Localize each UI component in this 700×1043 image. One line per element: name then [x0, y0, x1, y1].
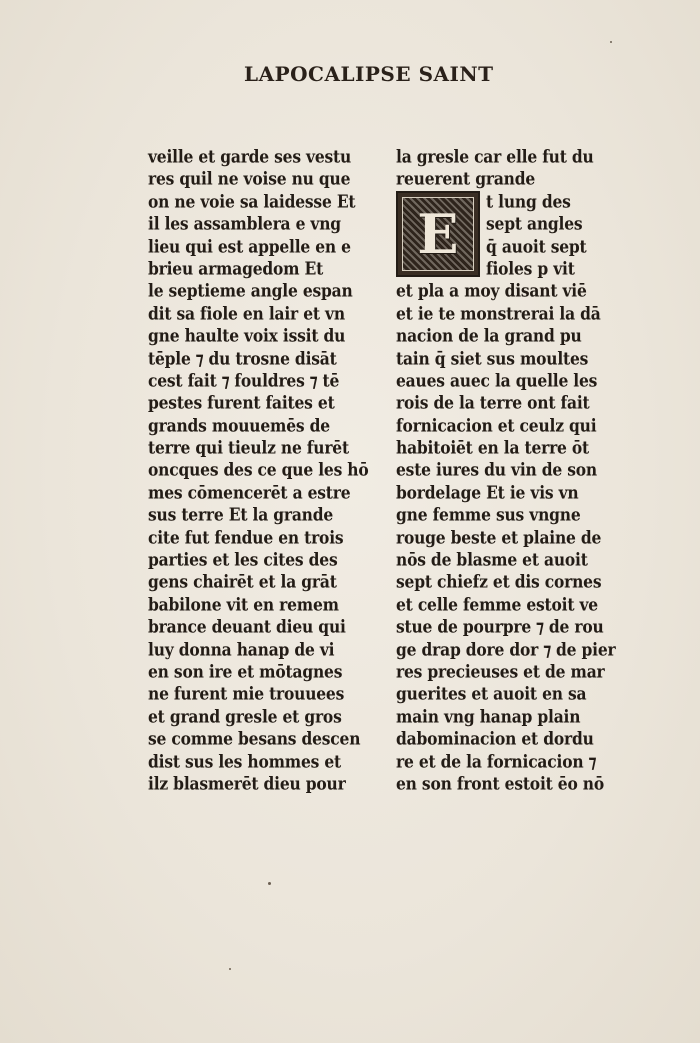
text-line: gne femme sus vngne [396, 504, 581, 526]
text-line: brieu armagedom Et [148, 257, 324, 280]
text-line: fornicacion et ceulz qui [396, 414, 597, 436]
initial-letter: E [417, 201, 459, 266]
text-line: res quil ne voise nu que [148, 168, 351, 190]
text-line: main vng hanap plain [396, 705, 581, 727]
text-line: se comme besans descen [148, 727, 361, 750]
text-line: res precieuses et de mar [396, 660, 605, 683]
text-line: re et de la fornicacion ⁊ [396, 750, 597, 772]
text-line: grands mouuemēs de [148, 414, 330, 436]
text-line: brance deuant dieu qui [148, 615, 346, 638]
text-line: pestes furent faites et [148, 392, 335, 414]
text-line: stue de pourpre ⁊ de rou [396, 615, 604, 638]
text-line: nōs de blasme et auoit [396, 548, 588, 571]
text-line: tēple ⁊ du trosne disāt [148, 347, 337, 369]
text-line: dist sus les hommes et [148, 750, 342, 772]
text-line: q̄ auoit sept [486, 235, 587, 257]
paper-speck [229, 968, 231, 970]
text-line: fioles p vit [486, 257, 575, 280]
text-line: cest fait ⁊ fouldres ⁊ tē [148, 369, 340, 391]
text-line: sus terre Et la grande [148, 504, 334, 526]
text-line: guerites et auoit en sa [396, 683, 587, 705]
text-line: luy donna hanap de vi [148, 638, 335, 660]
paper-speck [268, 882, 271, 885]
text-line: rois de la terre ont fait [396, 392, 590, 414]
text-line: reuerent grande [396, 168, 536, 190]
right-column [396, 146, 621, 795]
text-line: dit sa fiole en lair et vn [148, 302, 345, 324]
text-line: il les assamblera e vng [148, 212, 341, 235]
text-line: ilz blasmerēt dieu pour [148, 772, 346, 794]
text-line: tain q̄ siet sus moultes [396, 347, 589, 369]
text-line: eaues auec la quelle les [396, 369, 598, 391]
text-line: et ie te monstrerai la dā [396, 302, 601, 324]
text-line: on ne voie sa laidesse Et [148, 190, 356, 212]
text-line: parties et les cites des [148, 548, 338, 571]
text-line: la gresle car elle fut du [396, 145, 594, 168]
text-line: veille et garde ses vestu [148, 145, 352, 168]
text-line: este iures du vin de son [396, 459, 598, 481]
running-head: LAPOCALIPSE SAINT [244, 62, 494, 86]
text-line: sept chiefz et dis cornes [396, 571, 602, 593]
text-line: gne haulte voix issit du [148, 324, 346, 347]
text-line: et grand gresle et gros [148, 705, 342, 727]
text-line: t lung des [486, 190, 571, 212]
left-column [148, 146, 378, 795]
text-line: le septieme angle espan [148, 280, 353, 302]
text-line: mes cōmencerēt a estre [148, 481, 351, 503]
text-line: en son ire et mōtagnes [148, 660, 343, 683]
text-line: dabominacion et dordu [396, 727, 594, 750]
text-line: lieu qui est appelle en e [148, 235, 351, 257]
paper-speck [610, 41, 612, 43]
text-line: ne furent mie trouuees [148, 683, 345, 705]
text-line: babilone vit en remem [148, 593, 339, 615]
text-line: terre qui tieulz ne furēt [148, 436, 349, 459]
text-line: bordelage Et ie vis vn [396, 481, 579, 503]
text-line: cite fut fendue en trois [148, 526, 344, 548]
text-line: nacion de la grand pu [396, 324, 582, 347]
text-line: sept angles [486, 212, 583, 235]
text-line: habitoiēt en la terre ōt [396, 436, 590, 459]
text-line: ge drap dore dor ⁊ de pier [396, 638, 616, 660]
text-line: et celle femme estoit ve [396, 593, 598, 615]
text-line: gens chairēt et la grāt [148, 571, 337, 593]
text-line: et pla a moy disant viē [396, 280, 587, 302]
text-line: oncques des ce que les hō [148, 459, 369, 481]
text-line: en son front estoit ēo nō [396, 772, 604, 794]
text-line: rouge beste et plaine de [396, 526, 602, 548]
